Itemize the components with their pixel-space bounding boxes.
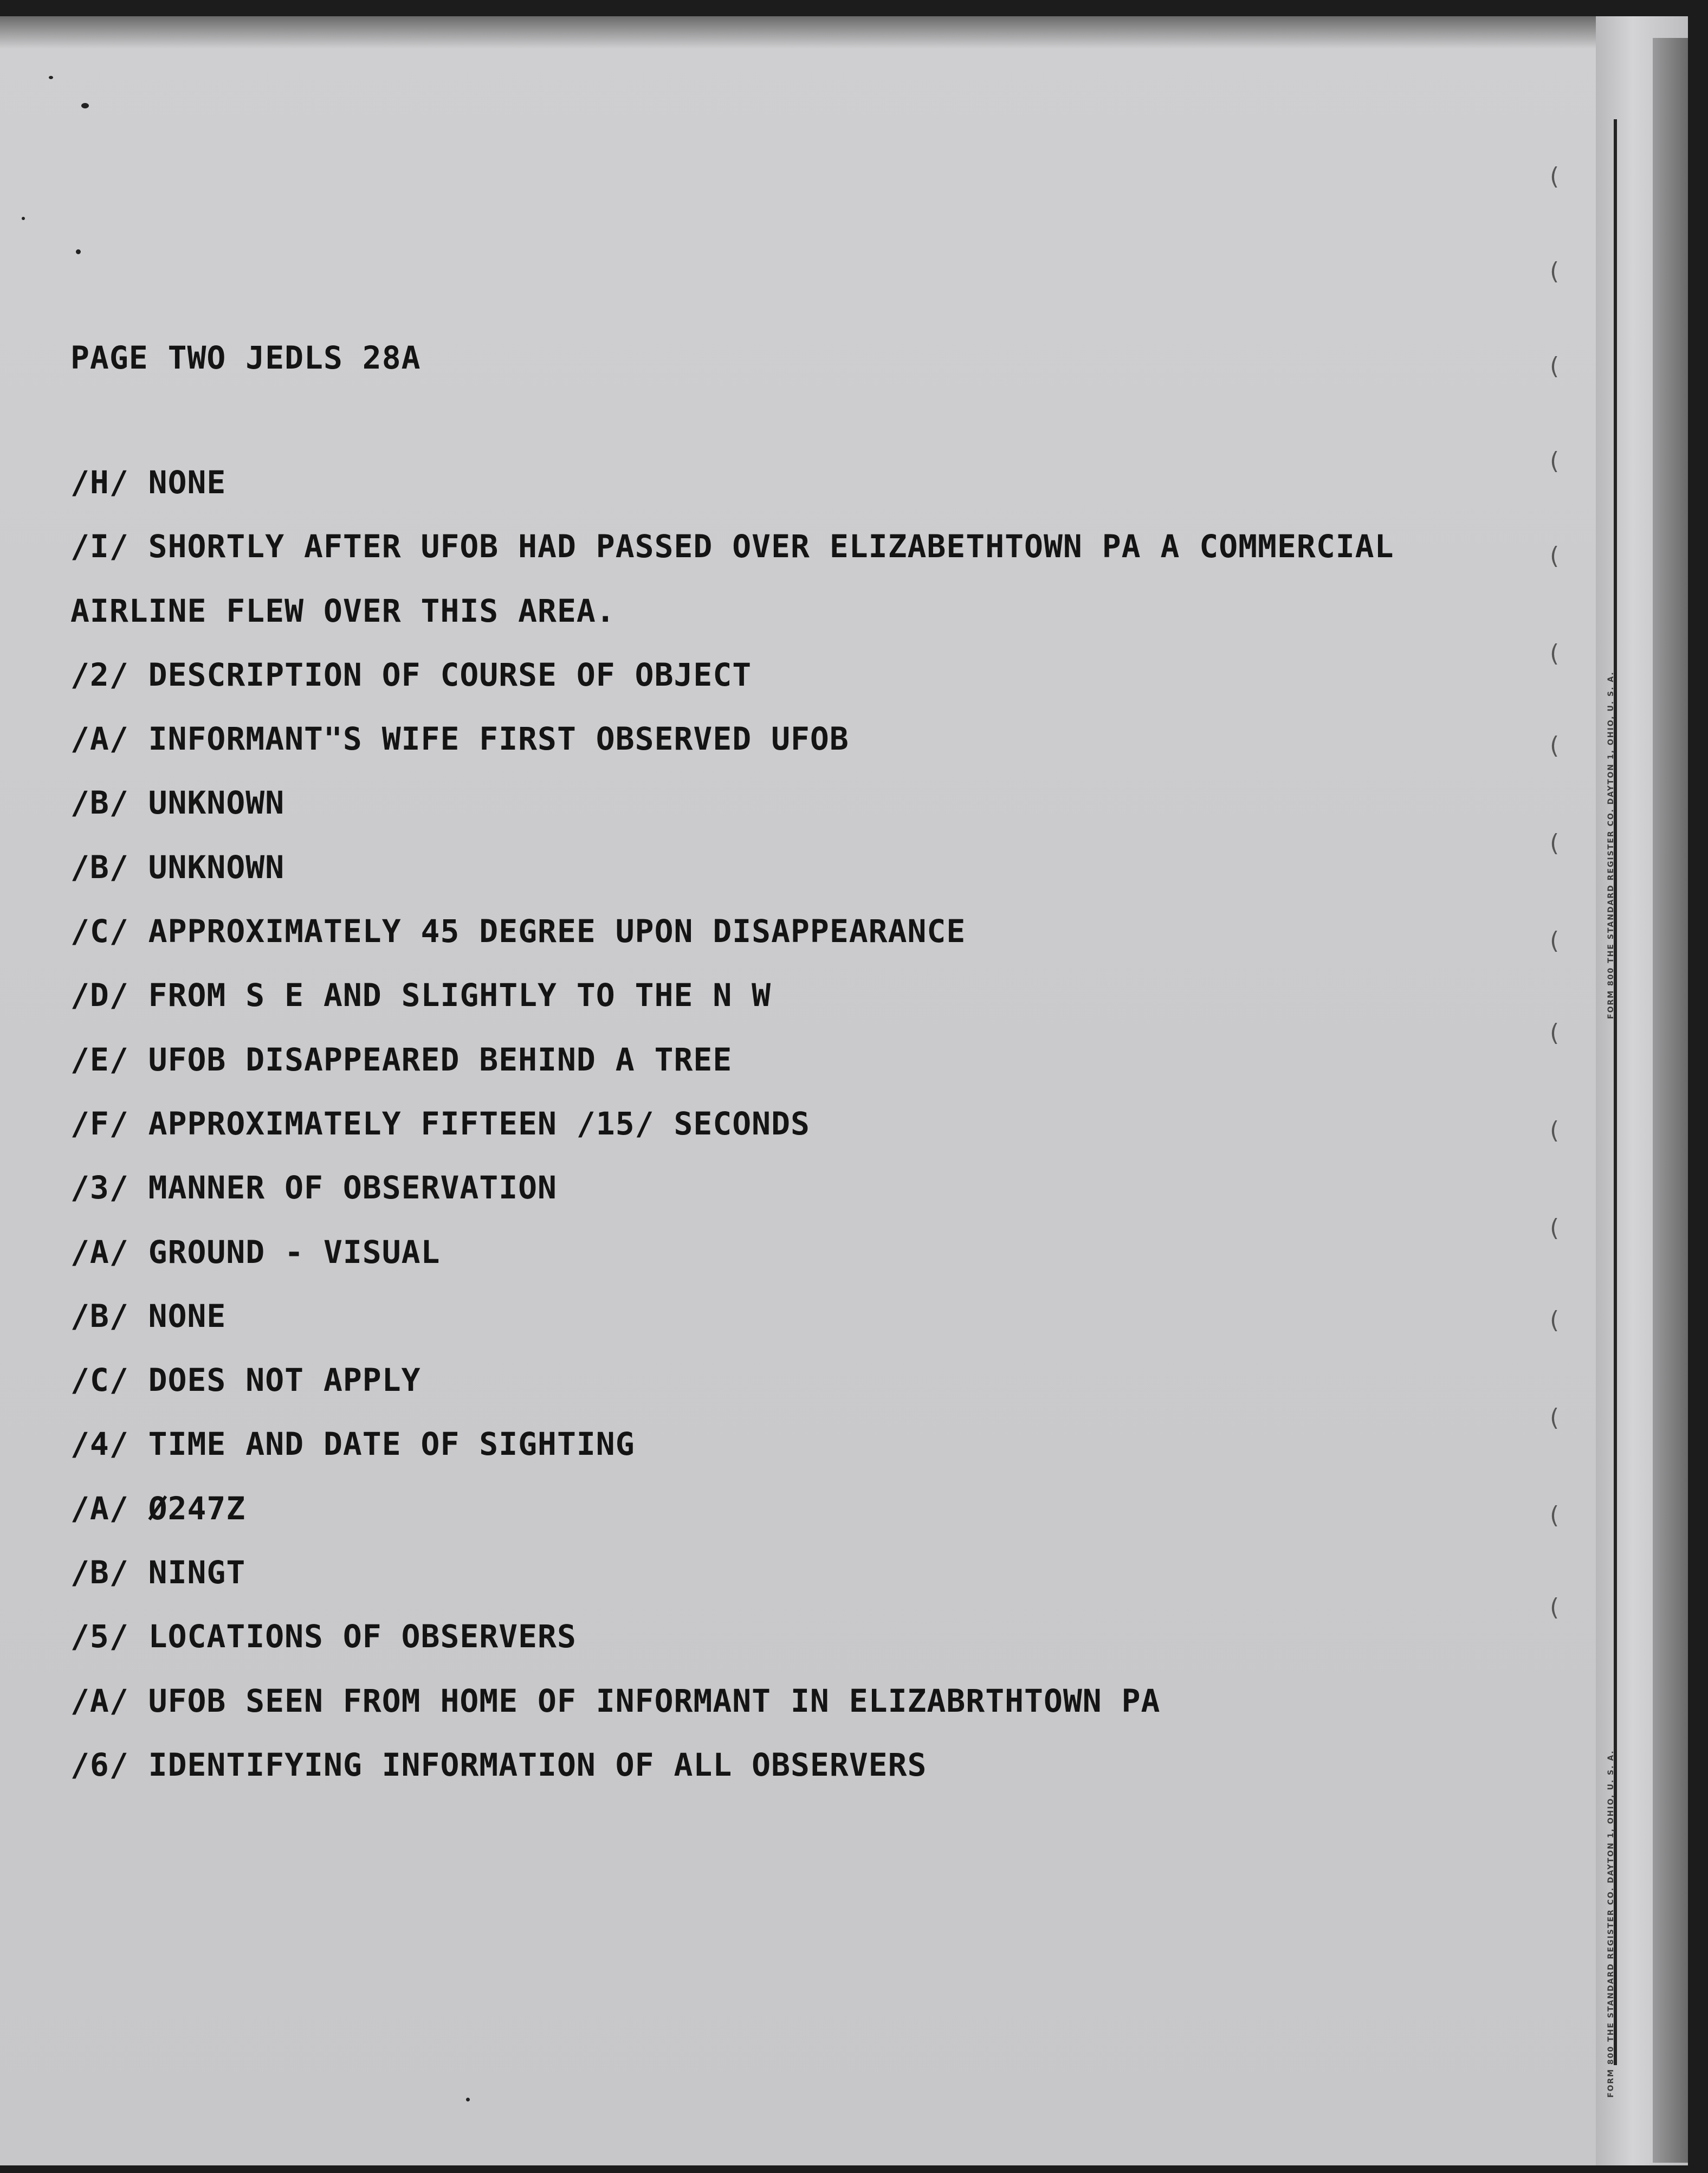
report-line: AIRLINE FLEW OVER THIS AREA. bbox=[70, 592, 616, 629]
sprocket-hole: ( bbox=[1550, 829, 1560, 857]
report-line: /B/ UNKNOWN bbox=[70, 784, 285, 822]
sprocket-hole: ( bbox=[1550, 163, 1560, 190]
sprocket-hole: ( bbox=[1550, 927, 1560, 955]
right-edge-shadow bbox=[1653, 38, 1688, 2163]
sprocket-hole: ( bbox=[1550, 1404, 1560, 1432]
speck bbox=[81, 103, 89, 108]
speck bbox=[76, 249, 81, 254]
sprocket-hole: ( bbox=[1550, 1019, 1560, 1047]
report-line: /A/ UFOB SEEN FROM HOME OF INFORMANT IN ELIZABRTHTOWN PA bbox=[70, 1682, 1161, 1719]
report-line: /B/ NONE bbox=[70, 1297, 227, 1334]
report-line: /H/ NONE bbox=[70, 464, 227, 501]
report-line: /D/ FROM S E AND SLIGHTLY TO THE N W bbox=[70, 977, 772, 1014]
speck bbox=[466, 2098, 470, 2101]
report-line: /A/ INFORMANT"S WIFE FIRST OBSERVED UFOB bbox=[70, 720, 849, 758]
speck bbox=[49, 76, 53, 79]
form-label-upper: FORM 800 THE STANDARD REGISTER CO. DAYTON 1, OHIO, U. S. A. bbox=[1607, 671, 1615, 1019]
report-line: /5/ LOCATIONS OF OBSERVERS bbox=[70, 1618, 577, 1655]
report-line: /I/ SHORTLY AFTER UFOB HAD PASSED OVER ELIZABETHTOWN PA A COMMERCIAL bbox=[70, 528, 1394, 565]
speck bbox=[22, 217, 25, 220]
report-line: /2/ DESCRIPTION OF COURSE OF OBJECT bbox=[70, 656, 752, 693]
report-line: /A/ GROUND - VISUAL bbox=[70, 1233, 441, 1271]
sprocket-hole: ( bbox=[1550, 257, 1560, 285]
report-line: /F/ APPROXIMATELY FIFTEEN /15/ SECONDS bbox=[70, 1105, 810, 1142]
sprocket-hole: ( bbox=[1550, 640, 1560, 667]
teletype-page bbox=[0, 16, 1688, 2165]
sprocket-hole: ( bbox=[1550, 447, 1560, 475]
report-line: /B/ NINGT bbox=[70, 1554, 246, 1591]
report-line: /E/ UFOB DISAPPEARED BEHIND A TREE bbox=[70, 1041, 733, 1078]
sprocket-hole: ( bbox=[1550, 1117, 1560, 1144]
form-label-lower: FORM 800 THE STANDARD REGISTER CO. DAYTON 1, OHIO, U. S. A. bbox=[1607, 1750, 1615, 2098]
document-body bbox=[70, 341, 1394, 1813]
sprocket-hole: ( bbox=[1550, 352, 1560, 380]
report-line: /B/ UNKNOWN bbox=[70, 848, 285, 886]
report-line: /C/ APPROXIMATELY 45 DEGREE UPON DISAPPEARANCE bbox=[70, 913, 966, 950]
report-line: /C/ DOES NOT APPLY bbox=[70, 1362, 421, 1399]
page-header: PAGE TWO JEDLS 28A bbox=[70, 339, 421, 376]
sprocket-hole: ( bbox=[1550, 542, 1560, 570]
report-line: /4/ TIME AND DATE OF SIGHTING bbox=[70, 1426, 635, 1463]
sprocket-hole: ( bbox=[1550, 1594, 1560, 1621]
sprocket-hole: ( bbox=[1550, 732, 1560, 759]
report-line: /3/ MANNER OF OBSERVATION bbox=[70, 1169, 557, 1207]
sprocket-hole: ( bbox=[1550, 1501, 1560, 1529]
sprocket-hole: ( bbox=[1550, 1306, 1560, 1334]
report-line: /A/ Ø247Z bbox=[70, 1489, 246, 1527]
top-shadow bbox=[0, 16, 1688, 49]
sprocket-hole: ( bbox=[1550, 1214, 1560, 1242]
report-line: /6/ IDENTIFYING INFORMATION OF ALL OBSERVERS bbox=[70, 1746, 927, 1783]
